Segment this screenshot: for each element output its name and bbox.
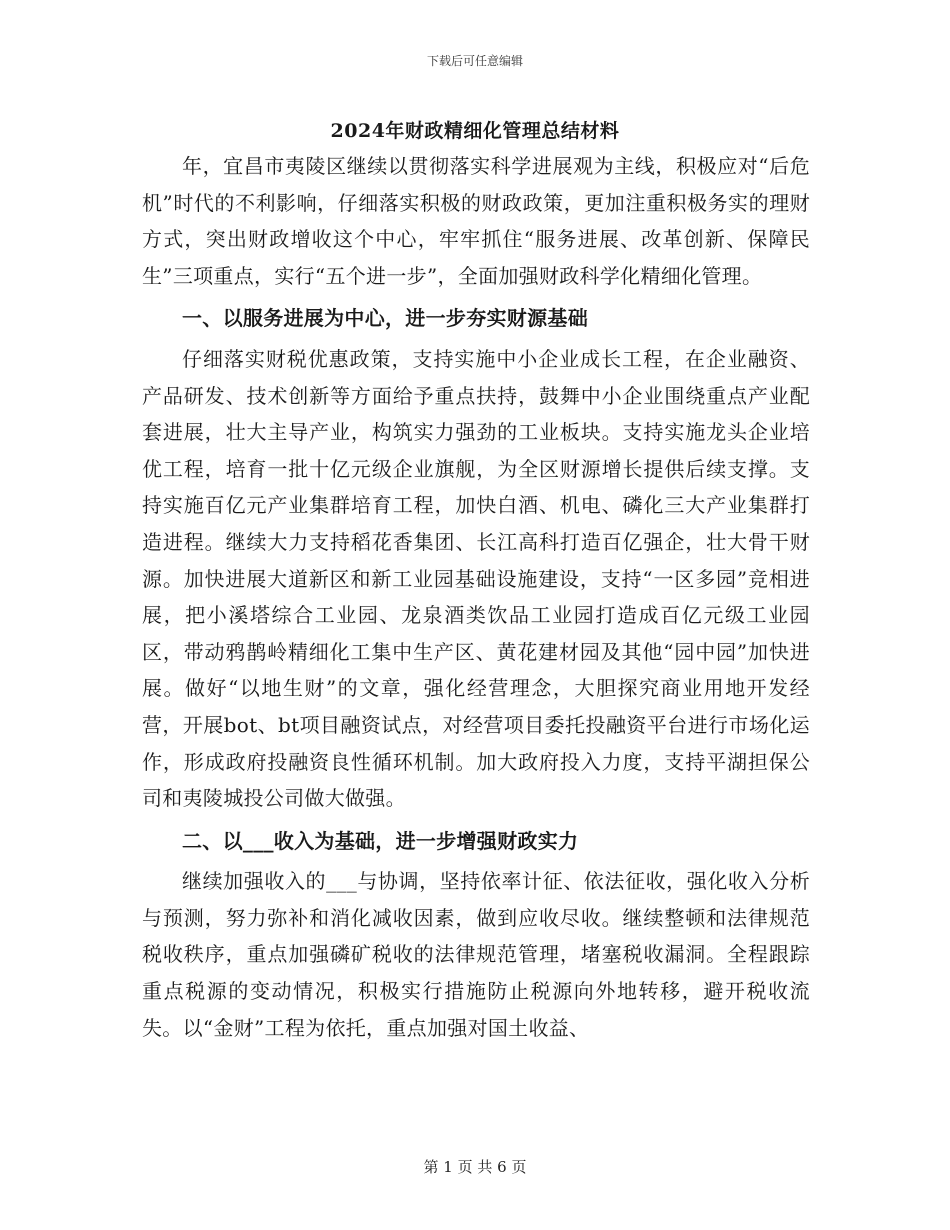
- section-paragraph: 仔细落实财税优惠政策，支持实施中小企业成长工程，在企业融资、产品研发、技术创新等方面给予重点扶持，鼓舞中小企业围绕重点产业配套进展，壮大主导产业，构筑实力强劲的工业板块。支持实施龙头企业培优工程，培育一批十亿元级企业旗舰，为全区财源增长提供后续支撑。支持实施百亿元产业集群培育工程，加快白酒、机电、磷化三大产业集群打造进程。继续大力支持稻花香集团、长江高科打造百亿强企，壮大骨干财源。加快进展大道新区和新工业园基础设施建设，支持“一区多园”竞相进展，把小溪塔综合工业园、龙泉酒类饮品工业园打造成百亿元级工业园区，带动鸦鹊岭精细化工集中生产区、黄花建材园及其他“园中园”加快进展。做好“以地生财”的文章，强化经营理念，大胆探究商业用地开发经营，开展bot、bt项目融资试点，对经营项目委托投融资平台进行市场化运作，形成政府投融资良性循环机制。加大政府投入力度，支持平湖担保公司和夷陵城投公司做大做强。: [142, 346, 810, 811]
- document-title: 2024年财政精细化管理总结材料: [330, 120, 620, 142]
- section-paragraph: 继续加强收入的___与协调，坚持依率计征、依法征收，强化收入分析与预测，努力弥补和消化减收因素，做到应收尽收。继续整顿和法律规范税收秩序，重点加强磷矿税收的法律规范管理，堵塞税收漏洞。全程跟踪重点税源的变动情况，积极实行措施防止税源向外地转移，避开税收流失。以“金财”工程为依托，重点加强对国土收益、: [142, 869, 810, 1040]
- section-heading: 一、以服务进展为中心，进一步夯实财源基础: [182, 306, 588, 331]
- page-header-note: 下载后可任意编辑: [426, 54, 523, 68]
- intro-paragraph: 年，宜昌市夷陵区继续以贯彻落实科学进展观为主线，积极应对“后危机”时代的不利影响，仔细落实积极的财政政策，更加注重积极务实的理财方式，突出财政增收这个中心，牢牢抓住“服务进展、改革创新、保障民生”三项重点，实行“五个进一步”，全面加强财政科学化精细化管理。: [142, 154, 810, 288]
- document-body: [142, 148, 810, 1046]
- section-heading: 二、以___收入为基础，进一步增强财政实力: [182, 828, 579, 853]
- page-number: 第 1 页 共 6 页: [423, 1158, 527, 1176]
